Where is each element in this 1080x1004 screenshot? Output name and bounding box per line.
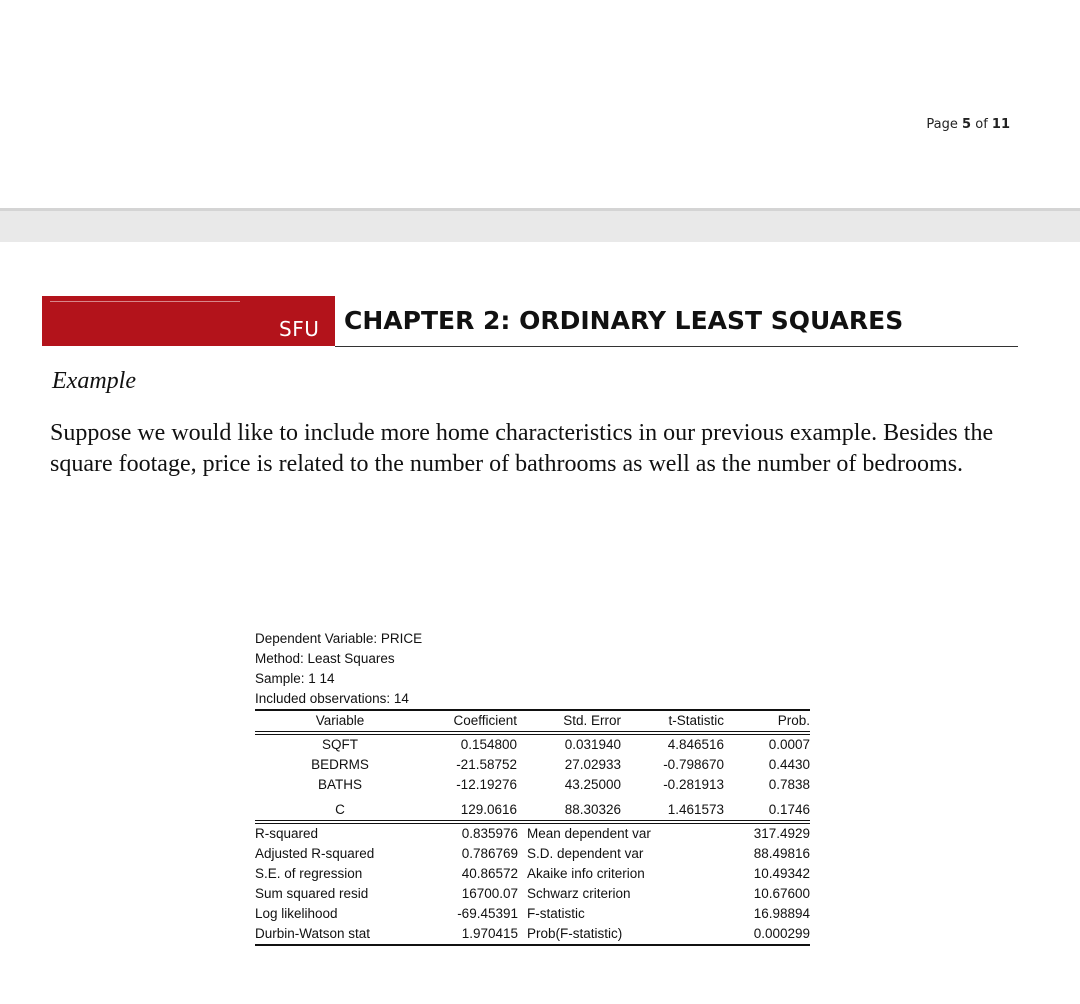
stat-label: Durbin-Watson stat	[255, 926, 371, 941]
coefficient-cell: 129.0616	[460, 802, 517, 817]
t-stat-cell: 1.461573	[667, 802, 724, 817]
page-separator	[0, 208, 1080, 242]
stat-value: 16.98894	[753, 906, 810, 921]
variable-cell: BATHS	[317, 777, 362, 792]
summary-statistics-table	[255, 824, 810, 944]
stat-label: F-statistic	[527, 906, 585, 921]
chapter-title: CHAPTER 2: ORDINARY LEAST SQUARES	[344, 306, 904, 335]
stat-label: S.E. of regression	[255, 866, 363, 881]
stats-row	[255, 844, 810, 864]
coefficient-cell: -21.58752	[456, 757, 517, 772]
table-row	[255, 795, 810, 820]
std-error-cell: 27.02933	[564, 757, 621, 772]
table-row	[255, 775, 810, 795]
coefficient-cell: -12.19276	[456, 777, 517, 792]
stat-value: 88.49816	[753, 846, 810, 861]
table-row	[255, 735, 810, 755]
page-number-indicator	[926, 117, 1010, 132]
std-error-cell: 88.30326	[564, 802, 621, 817]
variable-cell: C	[335, 802, 345, 817]
prob-cell: 0.7838	[768, 777, 810, 792]
header-rule	[335, 346, 1018, 347]
stat-label: Prob(F-statistic)	[527, 926, 623, 941]
sfu-logo: SFU	[279, 317, 320, 341]
regression-output	[255, 629, 810, 946]
stat-value: 10.67600	[753, 886, 810, 901]
t-stat-cell: -0.798670	[663, 757, 724, 772]
stat-label: Akaike info criterion	[527, 866, 645, 881]
t-stat-cell: -0.281913	[663, 777, 724, 792]
stat-value: 1.970415	[461, 926, 518, 941]
column-header: Coefficient	[453, 713, 517, 728]
variable-cell: SQFT	[322, 737, 358, 752]
stats-row	[255, 864, 810, 884]
stats-row	[255, 884, 810, 904]
column-header: t-Statistic	[668, 713, 724, 728]
stat-label: Log likelihood	[255, 906, 338, 921]
stat-label: Sum squared resid	[255, 886, 369, 901]
stat-label: Mean dependent var	[527, 826, 651, 841]
stats-row	[255, 904, 810, 924]
coefficient-table	[255, 711, 810, 731]
meta-observations: Included observations: 14	[255, 691, 409, 706]
stat-value: 10.49342	[753, 866, 810, 881]
stat-label: R-squared	[255, 826, 319, 841]
prob-cell: 0.1746	[768, 802, 810, 817]
stats-row	[255, 824, 810, 844]
stat-value: 40.86572	[461, 866, 518, 881]
column-header: Variable	[315, 713, 365, 728]
stat-label: Adjusted R-squared	[255, 846, 375, 861]
variable-cell: BEDRMS	[311, 757, 369, 772]
coefficient-table-body	[255, 735, 810, 820]
prob-cell: 0.4430	[768, 757, 810, 772]
std-error-cell: 43.25000	[564, 777, 621, 792]
stat-value: 16700.07	[461, 886, 518, 901]
stat-value: 0.000299	[753, 926, 810, 941]
stats-row	[255, 924, 810, 944]
stat-value: 0.835976	[461, 826, 518, 841]
stat-value: 0.786769	[461, 846, 518, 861]
stat-label: Schwarz criterion	[527, 886, 631, 901]
meta-dependent-variable: Dependent Variable: PRICE	[255, 631, 423, 646]
stat-value: 317.4929	[753, 826, 810, 841]
coefficient-cell: 0.154800	[460, 737, 517, 752]
column-header: Prob.	[777, 713, 810, 728]
page-of-label: of	[975, 117, 988, 132]
body-paragraph: Suppose we would like to include more home characteristics in our previous example. Besides the square footage, price is related to the number of bathrooms as well as the number of bedrooms.	[50, 420, 994, 477]
std-error-cell: 0.031940	[564, 737, 621, 752]
current-page: 5	[962, 117, 972, 132]
header-band-line	[50, 301, 240, 302]
meta-sample: Sample: 1 14	[255, 671, 335, 686]
t-stat-cell: 4.846516	[667, 737, 724, 752]
stat-value: -69.45391	[457, 906, 518, 921]
meta-method: Method: Least Squares	[255, 651, 395, 666]
column-header: Std. Error	[563, 713, 621, 728]
stat-label: S.D. dependent var	[527, 846, 644, 861]
table-bottom-rule	[255, 944, 810, 946]
prob-cell: 0.0007	[768, 737, 810, 752]
table-row	[255, 755, 810, 775]
total-pages: 11	[991, 117, 1010, 132]
page-label: Page	[926, 117, 958, 132]
example-heading: Example	[52, 368, 136, 394]
coefficient-header-row	[255, 711, 810, 731]
